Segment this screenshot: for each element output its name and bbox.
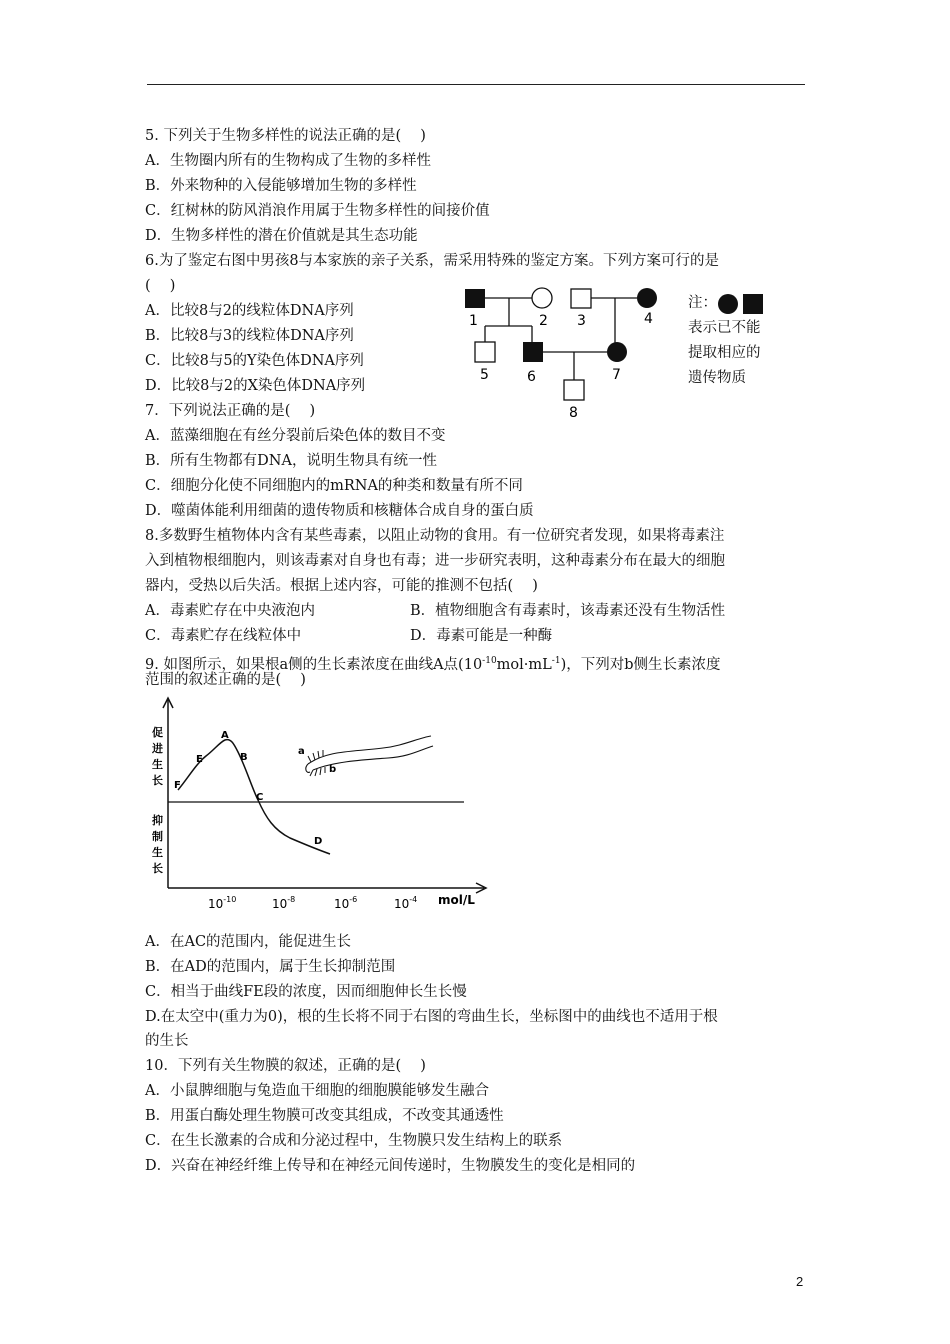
individual-1-affected-male — [465, 289, 485, 308]
note-prefix: 注： — [688, 295, 717, 311]
pedigree-diagram — [455, 282, 680, 422]
q10-option-d: D．兴奋在神经纤维上传导和在神经元间传递时，生物膜发生的变化是相同的 — [145, 1158, 636, 1174]
individual-2-female — [532, 288, 552, 308]
y-upper-char-4: 长 — [152, 774, 163, 787]
y-lower-char-1: 抑 — [152, 814, 163, 827]
q9-option-d-cont: 的生长 — [145, 1033, 189, 1049]
individual-8-boy — [564, 380, 584, 400]
label-7: 7 — [612, 367, 621, 383]
q9-option-a: A．在AC的范围内，能促进生长 — [145, 934, 352, 950]
q6-option-d: D．比较8与2的X染色体DNA序列 — [145, 378, 366, 394]
q8-stem-1: 8.多数野生植物体内含有某些毒素，以阻止动物的食用。有一位研究者发现，如果将毒素注 — [145, 528, 725, 544]
q9-stem-part2: mol·mL — [496, 656, 552, 673]
point-label-e: E — [196, 754, 203, 765]
q9-option-b: B．在AD的范围内，属于生长抑制范围 — [145, 959, 396, 975]
x-tick-1: $10^{-10}$ — [208, 895, 237, 911]
auxin-curve-graph — [148, 692, 493, 914]
point-label-c: C — [256, 792, 264, 803]
q9-stem-part1: 9. 如图所示，如果根a侧的生长素浓度在曲线A点(10 — [145, 656, 483, 673]
header-rule — [147, 84, 805, 85]
point-label-b: B — [240, 752, 248, 763]
individual-7-affected-female — [607, 342, 627, 362]
q7-option-c: C．细胞分化使不同细胞内的mRNA的种类和数量有所不同 — [145, 478, 523, 494]
y-upper-char-3: 生 — [152, 758, 163, 771]
q6-option-c: C．比较8与5的Y染色体DNA序列 — [145, 353, 364, 369]
q7-option-b: B．所有生物都有DNA，说明生物具有统一性 — [145, 453, 437, 469]
x-tick-2: $10^{-8}$ — [272, 895, 296, 911]
individual-6-affected-male — [523, 342, 543, 362]
q10-stem: 10．下列有关生物膜的叙述，正确的是( ) — [145, 1058, 426, 1074]
y-upper-char-2: 进 — [152, 742, 163, 755]
y-lower-char-4: 长 — [152, 862, 163, 875]
note-symbols — [717, 293, 765, 315]
label-6: 6 — [527, 369, 536, 385]
pedigree-note — [688, 291, 765, 391]
q10-option-a: A．小鼠脾细胞与兔造血干细胞的细胞膜能够发生融合 — [145, 1083, 489, 1099]
individual-5-male — [475, 342, 495, 362]
filled-circle-icon — [718, 294, 738, 314]
q5-option-d: D．生物多样性的潜在价值就是其生态功能 — [145, 228, 418, 244]
q6-option-b: B．比较8与3的线粒体DNA序列 — [145, 328, 354, 344]
label-1: 1 — [469, 313, 478, 329]
label-5: 5 — [480, 367, 489, 383]
q5-stem: 5. 下列关于生物多样性的说法正确的是( ) — [145, 128, 426, 144]
q6-stem-cont: ( ) — [145, 278, 176, 294]
note-line-1: 表示已不能 — [688, 320, 761, 336]
root-tip — [306, 764, 310, 772]
q5-option-a: A．生物圈内所有的生物构成了生物的多样性 — [145, 153, 431, 169]
q6-option-a: A．比较8与2的线粒体DNA序列 — [145, 303, 354, 319]
q5-option-b: B．外来物种的入侵能够增加生物的多样性 — [145, 178, 417, 194]
q10-option-c: C．在生长激素的合成和分泌过程中，生物膜只发生结构上的联系 — [145, 1133, 563, 1149]
q7-stem: 7．下列说法正确的是( ) — [145, 403, 316, 419]
q9-stem-cont: 范围的叙述正确的是( ) — [145, 672, 306, 688]
point-label-d: D — [314, 836, 323, 847]
q8-option-d: D．毒素可能是一种酶 — [410, 628, 553, 644]
q9-stem-exp1: -10 — [482, 656, 497, 666]
root-label-b: b — [329, 764, 337, 775]
q7-option-a: A．蓝藻细胞在有丝分裂前后染色体的数目不变 — [145, 428, 446, 444]
x-tick-4: $10^{-4}$ — [394, 895, 418, 911]
q10-option-b: B．用蛋白酶处理生物膜可改变其组成，不改变其通透性 — [145, 1108, 504, 1124]
q8-option-b: B．植物细胞含有毒素时，该毒素还没有生物活性 — [410, 603, 726, 619]
y-upper-char-1: 促 — [152, 726, 163, 739]
x-unit: mol/L — [438, 893, 475, 907]
note-line-3: 遗传物质 — [688, 370, 746, 386]
label-8: 8 — [569, 405, 578, 421]
q8-stem-2: 入到植物根细胞内，则该毒素对自身也有毒；进一步研究表明，这种毒素分布在最大的细胞 — [145, 553, 725, 569]
q7-option-d: D．噬菌体能利用细菌的遗传物质和核糖体合成自身的蛋白质 — [145, 503, 534, 519]
point-label-a: A — [221, 730, 229, 741]
filled-square-icon — [743, 294, 763, 314]
label-4: 4 — [644, 311, 653, 327]
q8-option-c: C．毒素贮存在线粒体中 — [145, 628, 302, 644]
root-label-a: a — [298, 746, 305, 757]
page-number: 2 — [796, 1274, 804, 1289]
q8-stem-3: 器内，受热以后失活。根据上述内容，可能的推测不包括( ) — [145, 578, 538, 594]
label-2: 2 — [539, 313, 548, 329]
q9-stem-exp2: -1 — [551, 656, 561, 666]
q6-stem: 6.为了鉴定右图中男孩8与本家族的亲子关系，需采用特殊的鉴定方案。下列方案可行的是 — [145, 253, 720, 269]
q9-stem-part3: )，下列对b侧生长素浓度 — [560, 656, 721, 673]
x-tick-3: $10^{-6}$ — [334, 895, 358, 911]
y-lower-char-2: 制 — [152, 830, 163, 843]
q9-option-d: D.在太空中(重力为0)，根的生长将不同于右图的弯曲生长，坐标图中的曲线也不适用于根 — [145, 1009, 718, 1025]
y-lower-char-3: 生 — [152, 846, 163, 859]
q8-option-a: A．毒素贮存在中央液泡内 — [145, 603, 315, 619]
root-hairs — [308, 750, 325, 776]
label-3: 3 — [577, 313, 586, 329]
q5-option-c: C．红树林的防风消浪作用属于生物多样性的间接价值 — [145, 203, 490, 219]
q9-option-c: C．相当于曲线FE段的浓度，因而细胞伸长生长慢 — [145, 984, 467, 1000]
point-label-f: F — [174, 780, 181, 791]
note-line-2: 提取相应的 — [688, 345, 761, 361]
individual-3-male — [571, 289, 591, 308]
individual-4-affected-female — [637, 288, 657, 308]
